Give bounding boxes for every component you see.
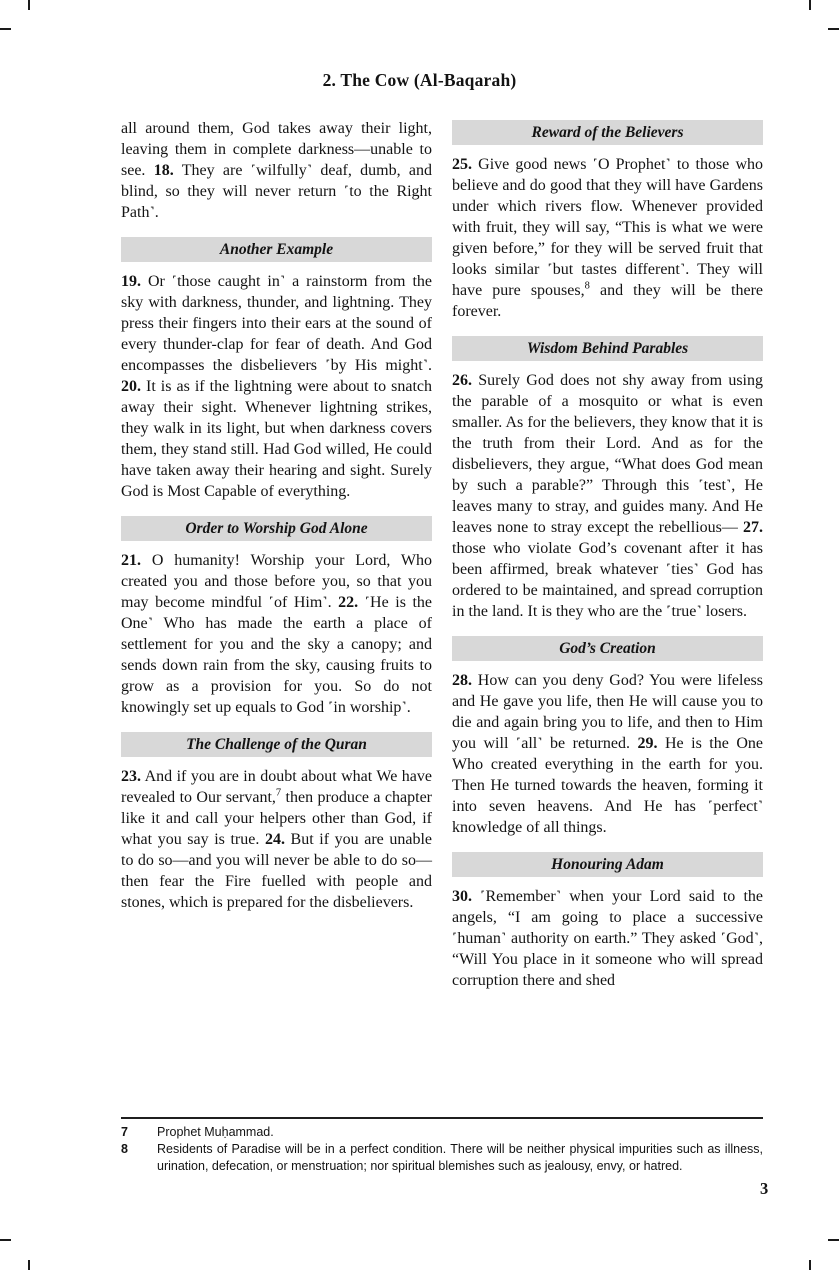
- verse-number: 24.: [264, 831, 285, 848]
- crop-mark-bottom-right-vertical: [809, 1260, 811, 1270]
- verse-number: 25.: [452, 156, 472, 173]
- verse-text: ˹He is the One˺ Who has made the earth a place of settlement for you and the sky a canopy; and sends down rain from the sky, causing fruits to grow as a provision for you. So do not knowingly set up equals to God ˹in worship˺.: [121, 594, 433, 716]
- verse-text: Give good news ˹O Prophet˺ to those who believe and do good that they will have Gardens under which rivers flow. Whenever provided with fruit, they will say, “This is what we were given before,” for they will be served fruit that looks similar ˹but tastes different˺. They will have pure spouses,: [452, 156, 763, 299]
- verse-number: 21.: [121, 552, 141, 569]
- footnote-text: Prophet Muḥammad.: [157, 1125, 274, 1139]
- verse-text: He is the One Who created everything in the earth for you. Then He turned towards the heaven, forming it into seven heavens. And He has ˹perfect˺ knowledge of all things.: [452, 735, 764, 836]
- verse-text: Or ˹those caught in˺ a rainstorm from the sky with darkness, thunder, and lightning. They press their fingers into their ears at the sound of every thunder-clap for fear of death. And God encompasses the disbelievers ˹by His might˺.: [121, 273, 432, 374]
- crop-mark-top-left-horizontal: [0, 28, 11, 30]
- verse-number: 18.: [153, 162, 174, 179]
- section-heading: Reward of the Believers: [452, 120, 763, 145]
- chapter-header: 2. The Cow (Al-Baqarah): [322, 70, 517, 90]
- verse-paragraph: [121, 550, 432, 718]
- footnote-item: [121, 1124, 763, 1141]
- footnote-text: Residents of Paradise will be in a perfect condition. There will be neither physical impurities such as illness, urination, defecation, or menstruation; nor spiritual blemishes such as jealousy, envy, or hatred.: [157, 1142, 763, 1173]
- verse-paragraph: [452, 886, 763, 991]
- verse-paragraph: [121, 271, 432, 502]
- footnotes-section: [121, 1117, 763, 1175]
- footnote-reference: 8: [584, 280, 590, 292]
- verse-text: Surely God does not shy away from using the parable of a mosquito or what is even smaller. As for the believers, they know that it is the truth from their Lord. And as for the disbelievers, they argue, “What does God mean by such a parable?” Through this ˹test˺, He leaves many to stray, and guides many. And He leaves none to stray except the rebellious—: [452, 372, 763, 536]
- crop-mark-top-right-vertical: [809, 0, 811, 10]
- verse-text: And if you are in doubt about what We have revealed to Our servant,: [121, 768, 432, 806]
- section-heading: Order to Worship God Alone: [121, 516, 432, 541]
- verse-paragraph: [452, 670, 763, 838]
- crop-mark-top-left-vertical: [28, 0, 30, 10]
- verse-number: 23.: [121, 768, 141, 785]
- verse-text: It is as if the lightning were about to snatch away their sight. Whenever lightning strikes, they walk in its light, but when darkness covers them, they stand still. Had God willed, He could have taken away their hearing and sight. Surely God is Most Capable of everything.: [121, 378, 432, 500]
- page-number: 3: [760, 1179, 769, 1198]
- footnote-number: 8: [121, 1142, 128, 1156]
- verse-text: those who violate God’s covenant after it has been affirmed, break whatever ˹ties˺ God has ordered to be maintained, and spread corruption in the land. It is they who are the ˹true˺ losers.: [452, 540, 763, 620]
- verse-paragraph: [452, 154, 763, 322]
- verse-number: 20.: [121, 378, 141, 395]
- verse-number: 26.: [452, 372, 472, 389]
- verse-paragraph: [121, 118, 432, 223]
- verse-number: 28.: [452, 672, 472, 689]
- footnote-list: [121, 1124, 763, 1175]
- verse-number: 30.: [452, 888, 472, 905]
- verse-number: 27.: [743, 519, 763, 536]
- section-heading: Another Example: [121, 237, 432, 262]
- crop-mark-bottom-right-horizontal: [828, 1239, 839, 1241]
- verse-paragraph: [121, 766, 432, 913]
- section-heading: Wisdom Behind Parables: [452, 336, 763, 361]
- verse-text: They are ˹wilfully˺ deaf, dumb, and blind, so they will never return ˹to the Right Path˺.: [121, 162, 433, 221]
- verse-text: and they will be there forever.: [452, 282, 763, 320]
- verse-text: But if you are unable to do so—and you will never be able to do so—then fear the Fire fuelled with people and stones, which is prepared for the disbelievers.: [121, 831, 432, 911]
- verse-text: ˹Remember˺ when your Lord said to the angels, “I am going to place a successive ˹human˺ authority on earth.” They asked ˹God˺, “Will You place in it someone who will spread corruption there and shed: [452, 888, 763, 989]
- footnote-number: 7: [121, 1125, 128, 1139]
- verse-text: then produce a chapter like it and call your helpers other than God, if what you say is true.: [121, 789, 432, 848]
- right-column: [452, 118, 763, 991]
- verse-paragraph: [452, 370, 763, 622]
- verse-text: O humanity! Worship your Lord, Who created you and those before you, so that you may become mindful ˹of Him˺.: [121, 552, 432, 611]
- crop-mark-bottom-left-horizontal: [0, 1239, 11, 1241]
- left-column: [121, 118, 432, 913]
- crop-mark-bottom-left-vertical: [28, 1260, 30, 1270]
- crop-mark-top-right-horizontal: [828, 28, 839, 30]
- verse-number: 29.: [637, 735, 658, 752]
- section-heading: The Challenge of the Quran: [121, 732, 432, 757]
- text-columns: [121, 118, 763, 991]
- section-heading: God’s Creation: [452, 636, 763, 661]
- footnote-item: [121, 1141, 763, 1175]
- verse-text: How can you deny God? You were lifeless and He gave you life, then He will cause you to die and again bring you to life, and then to Him you will ˹all˺ be returned.: [452, 672, 763, 752]
- verse-number: 22.: [338, 594, 359, 611]
- section-heading: Honouring Adam: [452, 852, 763, 877]
- verse-number: 19.: [121, 273, 141, 290]
- verse-text: all around them, God takes away their light, leaving them in complete darkness—unable to see.: [121, 120, 432, 179]
- footnote-reference: 7: [275, 787, 282, 799]
